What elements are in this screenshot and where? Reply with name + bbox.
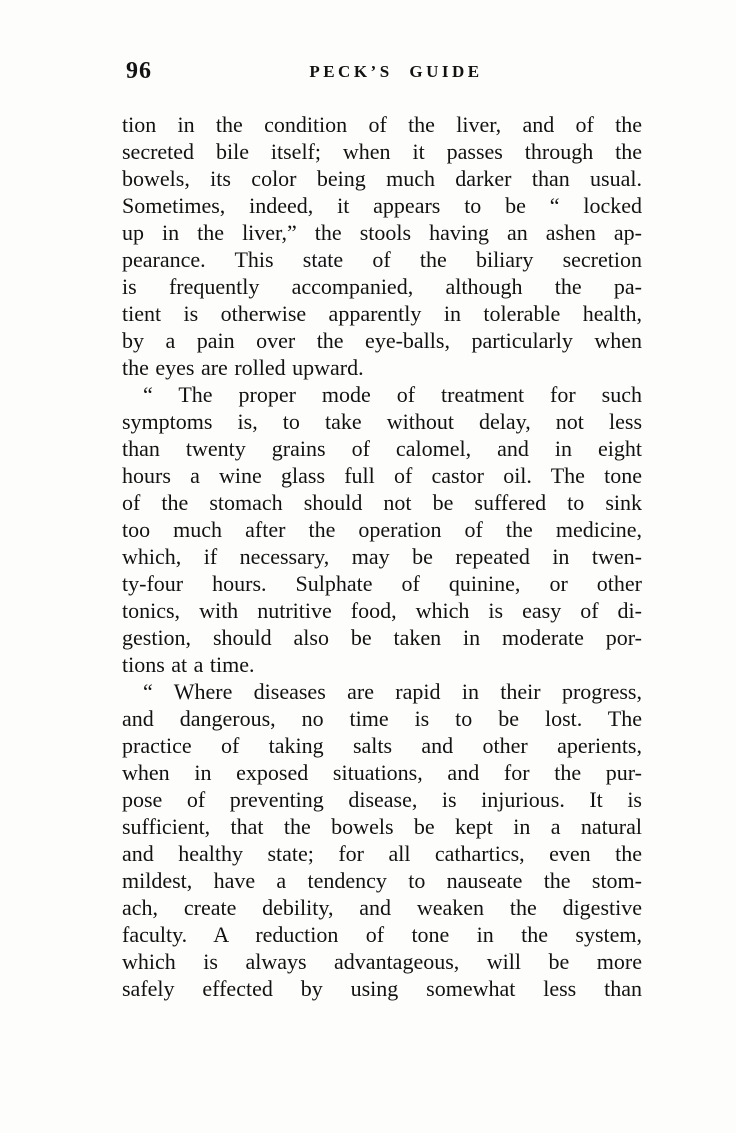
text-line: “ The proper mode of treatment for such — [143, 382, 642, 407]
text-line: tonics, with nutritive food, which is easy of di- — [122, 598, 642, 623]
text-line: which is always advantageous, will be more — [122, 949, 642, 974]
text-line: safely effected by using somewhat less than — [122, 976, 642, 1001]
text-line: the eyes are rolled upward. — [122, 355, 364, 380]
text-line: hours a wine glass full of castor oil. The tone — [122, 463, 642, 488]
text-line: mildest, have a tendency to nauseate the stom- — [122, 868, 642, 893]
text-line: sufficient, that the bowels be kept in a natural — [122, 814, 642, 839]
text-line: of the stomach should not be suffered to sink — [122, 490, 642, 515]
text-line: symptoms is, to take without delay, not less — [122, 409, 642, 434]
text-line: “ Where diseases are rapid in their progress, — [143, 679, 642, 704]
text-line: tion in the condition of the liver, and of the — [122, 112, 642, 137]
text-line: gestion, should also be taken in moderate por- — [122, 625, 642, 650]
text-line: and healthy state; for all cathartics, even the — [122, 841, 642, 866]
page-body — [122, 111, 642, 1002]
text-line: by a pain over the eye-balls, particularly when — [122, 328, 642, 353]
text-line: tient is otherwise apparently in tolerable health, — [122, 301, 642, 326]
text-line: practice of taking salts and other aperients, — [122, 733, 642, 758]
text-line: bowels, its color being much darker than usual. — [122, 166, 642, 191]
text-line: is frequently accompanied, although the pa- — [122, 274, 642, 299]
text-line: too much after the operation of the medicine, — [122, 517, 642, 542]
paragraph — [122, 381, 642, 678]
text-line: when in exposed situations, and for the pur- — [122, 760, 642, 785]
page-header — [122, 58, 642, 86]
text-line: tions at a time. — [122, 652, 255, 677]
text-line: ty-four hours. Sulphate of quinine, or other — [122, 571, 642, 596]
text-line: ach, create debility, and weaken the digestive — [122, 895, 642, 920]
text-line: secreted bile itself; when it passes through the — [122, 139, 642, 164]
page-number: 96 — [126, 58, 152, 84]
text-line: Sometimes, indeed, it appears to be “ locked — [122, 193, 642, 218]
running-header-title: PECK’S GUIDE — [309, 62, 483, 81]
text-line: than twenty grains of calomel, and in eight — [122, 436, 642, 461]
text-line: and dangerous, no time is to be lost. The — [122, 706, 642, 731]
text-line: faculty. A reduction of tone in the system, — [122, 922, 642, 947]
text-line: pearance. This state of the biliary secretion — [122, 247, 642, 272]
text-line: up in the liver,” the stools having an ashen ap- — [122, 220, 642, 245]
paragraph — [122, 111, 642, 381]
text-line: which, if necessary, may be repeated in twen- — [122, 544, 642, 569]
text-line: pose of preventing disease, is injurious. It is — [122, 787, 642, 812]
paragraph — [122, 678, 642, 1002]
